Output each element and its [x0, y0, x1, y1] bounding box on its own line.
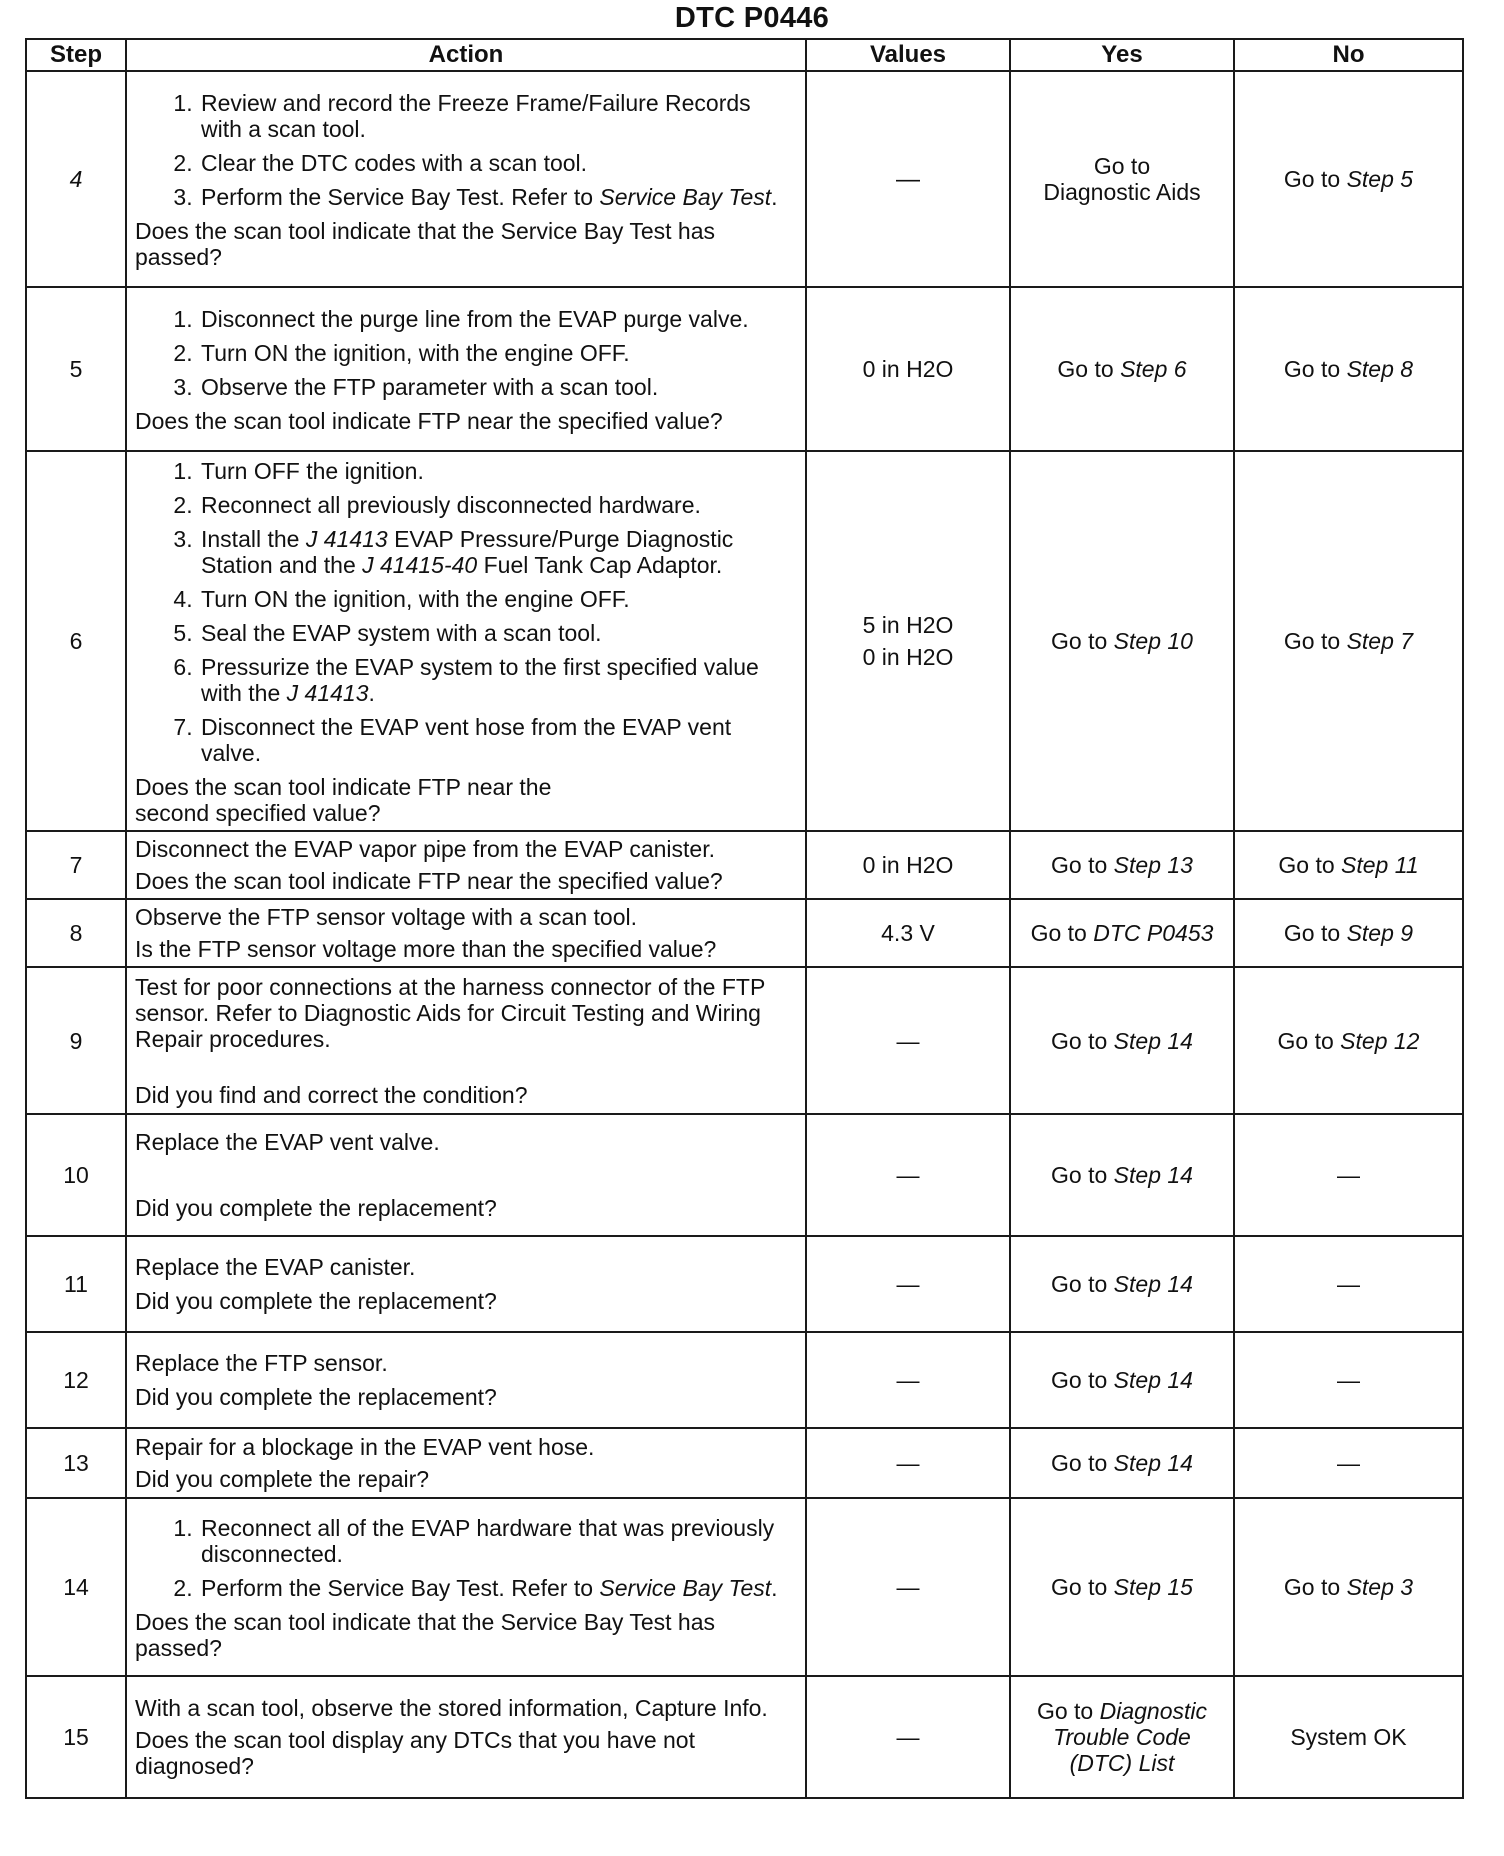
tool-reference: J 41415-40: [362, 552, 478, 578]
page-title: DTC P0446: [674, 2, 830, 34]
no-cell: [1234, 967, 1463, 1114]
yes-cell: [1010, 831, 1234, 899]
step-link: Step 14: [1113, 1162, 1193, 1188]
step-link: Step 9: [1346, 920, 1414, 946]
yes-cell: [1010, 967, 1234, 1114]
list-item: 2. Reconnect all previously disconnected hardware.: [199, 492, 797, 518]
step-number: 15: [26, 1676, 126, 1798]
table-row: [26, 899, 1463, 967]
goto-text: Go to: [1283, 628, 1341, 654]
action-text: .: [771, 184, 778, 210]
step-link: Step 8: [1346, 356, 1414, 382]
reference-link: Service Bay Test: [599, 184, 772, 210]
question-text: Does the scan tool indicate FTP near the specified value?: [135, 408, 723, 434]
step-number: 14: [26, 1498, 126, 1676]
step-link: Step 5: [1346, 166, 1414, 192]
step-link: Step 15: [1113, 1574, 1193, 1600]
values-cell: 0 in H2O: [806, 831, 1010, 899]
table-row: [26, 1236, 1463, 1332]
goto-text: Go to: [1283, 1574, 1341, 1600]
header-step: Step: [26, 39, 126, 71]
yes-text: Go to Diagnostic Aids: [1043, 153, 1201, 205]
action-cell: [126, 831, 806, 899]
header-no: No: [1234, 39, 1463, 71]
list-item: 2. Clear the DTC codes with a scan tool.: [199, 150, 797, 176]
goto-text: Go to: [1036, 1698, 1094, 1724]
dtc-table: [25, 38, 1464, 1799]
goto-text: Go to: [1051, 1162, 1108, 1188]
goto-text: Go to: [1277, 1027, 1334, 1054]
values-cell: —: [806, 1676, 1010, 1798]
step-number: 7: [26, 831, 126, 899]
values-cell: [806, 451, 1010, 831]
step-link: Step 14: [1113, 1367, 1193, 1393]
goto-text: Go to: [1283, 356, 1341, 382]
value-first: 5 in H2O: [862, 612, 954, 638]
yes-cell: [1010, 1428, 1234, 1498]
no-cell: [1234, 287, 1463, 451]
list-item: 1. Turn OFF the ignition.: [199, 458, 797, 484]
table-row: [26, 967, 1463, 1114]
step-number: 11: [26, 1236, 126, 1332]
action-text: .: [771, 1575, 778, 1601]
no-cell: —: [1234, 1428, 1463, 1498]
dtc-link: DTC P0453: [1093, 920, 1214, 946]
question-text: Does the scan tool indicate that the Service Bay Test has passed?: [135, 218, 716, 270]
action-list: [135, 90, 797, 210]
values-cell: —: [806, 967, 1010, 1114]
values-cell: —: [806, 1498, 1010, 1676]
step-number: 5: [26, 287, 126, 451]
action-text: Test for poor connections at the harness connector of the FTP sensor. Refer to Diagnostic Aids for Circuit Testing and Wiring Repair procedures.: [135, 973, 765, 1052]
list-item: [199, 526, 797, 578]
table-row: [26, 831, 1463, 899]
action-text: Perform the Service Bay Test. Refer to: [201, 1575, 594, 1601]
step-link: Step 12: [1340, 1027, 1420, 1054]
action-cell: [126, 967, 806, 1114]
step-link: Step 10: [1113, 628, 1193, 654]
values-cell: —: [806, 1332, 1010, 1428]
step-link: Step 11: [1341, 852, 1419, 878]
values-cell: —: [806, 1428, 1010, 1498]
yes-cell: [1010, 1498, 1234, 1676]
no-cell: —: [1234, 1236, 1463, 1332]
table-row: [26, 451, 1463, 831]
table-row: [26, 1498, 1463, 1676]
question-text: Did you complete the repair?: [135, 1466, 430, 1492]
action-cell: [126, 451, 806, 831]
question-text: Does the scan tool indicate FTP near the specified value?: [135, 868, 723, 894]
step-number: 8: [26, 899, 126, 967]
values-cell: —: [806, 1236, 1010, 1332]
table-header-row: [26, 39, 1463, 71]
yes-cell: [1010, 1114, 1234, 1236]
goto-text: Go to: [1051, 1574, 1108, 1600]
goto-text: Go to: [1051, 628, 1108, 654]
question-text: Is the FTP sensor voltage more than the specified value?: [135, 936, 717, 962]
action-cell: [126, 1498, 806, 1676]
table-row: [26, 287, 1463, 451]
action-list: [135, 1515, 797, 1601]
step-link: Step 7: [1346, 628, 1414, 654]
action-cell: [126, 287, 806, 451]
action-cell: [126, 1676, 806, 1798]
question-text: Did you complete the replacement?: [135, 1384, 497, 1410]
list-item: 5. Seal the EVAP system with a scan tool.: [199, 620, 797, 646]
action-text: EVAP Pressure/Purge Diagnostic Station and the: [201, 526, 734, 578]
goto-text: Go to: [1283, 920, 1341, 946]
step-number: 6: [26, 451, 126, 831]
table-row: [26, 1114, 1463, 1236]
action-text: Repair for a blockage in the EVAP vent hose.: [135, 1434, 595, 1460]
action-list: [135, 306, 797, 400]
list-item: 3. Observe the FTP parameter with a scan tool.: [199, 374, 797, 400]
header-action: Action: [126, 39, 806, 71]
question-text: Does the scan tool indicate FTP near the second specified value?: [135, 774, 552, 826]
action-cell: [126, 899, 806, 967]
step-link: Step 14: [1113, 1027, 1193, 1054]
no-cell: [1234, 451, 1463, 831]
question-text: Did you find and correct the condition?: [135, 1081, 528, 1108]
no-cell: [1234, 831, 1463, 899]
step-link: Step 6: [1120, 356, 1187, 382]
reference-link: Service Bay Test: [599, 1575, 772, 1601]
question-text: Does the scan tool display any DTCs that you have not diagnosed?: [135, 1727, 695, 1779]
step-number: 12: [26, 1332, 126, 1428]
goto-text: Go to: [1051, 1450, 1108, 1476]
action-text: Observe the FTP sensor voltage with a scan tool.: [135, 904, 637, 930]
tool-reference: J 41413: [305, 526, 388, 552]
no-cell: System OK: [1234, 1676, 1463, 1798]
list-item: [199, 1575, 797, 1601]
question-text: Does the scan tool indicate that the Service Bay Test has passed?: [135, 1609, 716, 1661]
header-values: Values: [806, 39, 1010, 71]
list-item: 1. Review and record the Freeze Frame/Failure Records with a scan tool.: [199, 90, 797, 142]
list-item: 1. Disconnect the purge line from the EVAP purge valve.: [199, 306, 797, 332]
list-item: 2. Turn ON the ignition, with the engine OFF.: [199, 340, 797, 366]
step-link: Step 3: [1346, 1574, 1414, 1600]
question-text: Did you complete the replacement?: [135, 1288, 497, 1314]
action-cell: [126, 1428, 806, 1498]
action-text: Replace the EVAP vent valve.: [135, 1129, 440, 1155]
step-link: Step 14: [1113, 1450, 1193, 1476]
step-number: 10: [26, 1114, 126, 1236]
table-row: [26, 1428, 1463, 1498]
action-text: Replace the EVAP canister.: [135, 1254, 416, 1280]
action-cell: [126, 1332, 806, 1428]
action-cell: [126, 71, 806, 287]
yes-cell: [1010, 1676, 1234, 1798]
goto-text: Go to: [1283, 166, 1341, 192]
yes-cell: [1010, 451, 1234, 831]
goto-text: Go to: [1030, 920, 1087, 946]
action-cell: [126, 1236, 806, 1332]
action-text: Replace the FTP sensor.: [135, 1350, 388, 1376]
goto-text: Go to: [1051, 1271, 1108, 1297]
action-cell: [126, 1114, 806, 1236]
list-item: 1. Reconnect all of the EVAP hardware that was previously disconnected.: [199, 1515, 797, 1567]
goto-text: Go to: [1051, 1027, 1108, 1054]
goto-text: Go to: [1057, 356, 1114, 382]
values-text: —: [896, 165, 920, 193]
list-item: [199, 184, 797, 210]
action-text: With a scan tool, observe the stored information, Capture Info.: [135, 1695, 768, 1721]
step-number: 9: [26, 967, 126, 1114]
values-cell: —: [806, 1114, 1010, 1236]
question-text: Did you complete the replacement?: [135, 1195, 497, 1221]
list-item: [199, 654, 797, 706]
yes-cell: [1010, 1332, 1234, 1428]
step-link: Step 13: [1113, 852, 1193, 878]
tool-reference: J 41413: [286, 680, 369, 706]
value-second: 0 in H2O: [862, 644, 954, 670]
no-cell: [1234, 71, 1463, 287]
table-row: [26, 1676, 1463, 1798]
yes-cell: [1010, 899, 1234, 967]
dtc-list-link: Diagnostic Trouble Code (DTC) List: [1053, 1698, 1208, 1776]
no-cell: [1234, 899, 1463, 967]
no-cell: —: [1234, 1332, 1463, 1428]
header-yes: Yes: [1010, 39, 1234, 71]
action-list: [135, 458, 797, 766]
list-item: 7. Disconnect the EVAP vent hose from the EVAP vent valve.: [199, 714, 797, 766]
values-cell: 4.3 V: [806, 899, 1010, 967]
yes-cell: [1010, 71, 1234, 287]
table-row: [26, 71, 1463, 287]
action-text: .: [368, 680, 375, 706]
goto-text: Go to: [1051, 1367, 1108, 1393]
action-text: Fuel Tank Cap Adaptor.: [483, 552, 723, 578]
values-cell: [806, 71, 1010, 287]
step-number: 4: [26, 71, 126, 287]
goto-text: Go to: [1051, 852, 1108, 878]
yes-cell: [1010, 1236, 1234, 1332]
no-cell: —: [1234, 1114, 1463, 1236]
action-text: Install the: [201, 526, 300, 552]
goto-text: Go to: [1278, 852, 1335, 878]
action-text: Disconnect the EVAP vapor pipe from the EVAP canister.: [135, 836, 715, 862]
no-cell: [1234, 1498, 1463, 1676]
step-number: 13: [26, 1428, 126, 1498]
table-row: [26, 1332, 1463, 1428]
step-link: Step 14: [1113, 1271, 1193, 1297]
yes-cell: [1010, 287, 1234, 451]
action-text: Pressurize the EVAP system to the first specified value with the: [201, 654, 759, 706]
list-item: 4. Turn ON the ignition, with the engine OFF.: [199, 586, 797, 612]
action-text: Perform the Service Bay Test. Refer to: [201, 184, 594, 210]
values-cell: 0 in H2O: [806, 287, 1010, 451]
